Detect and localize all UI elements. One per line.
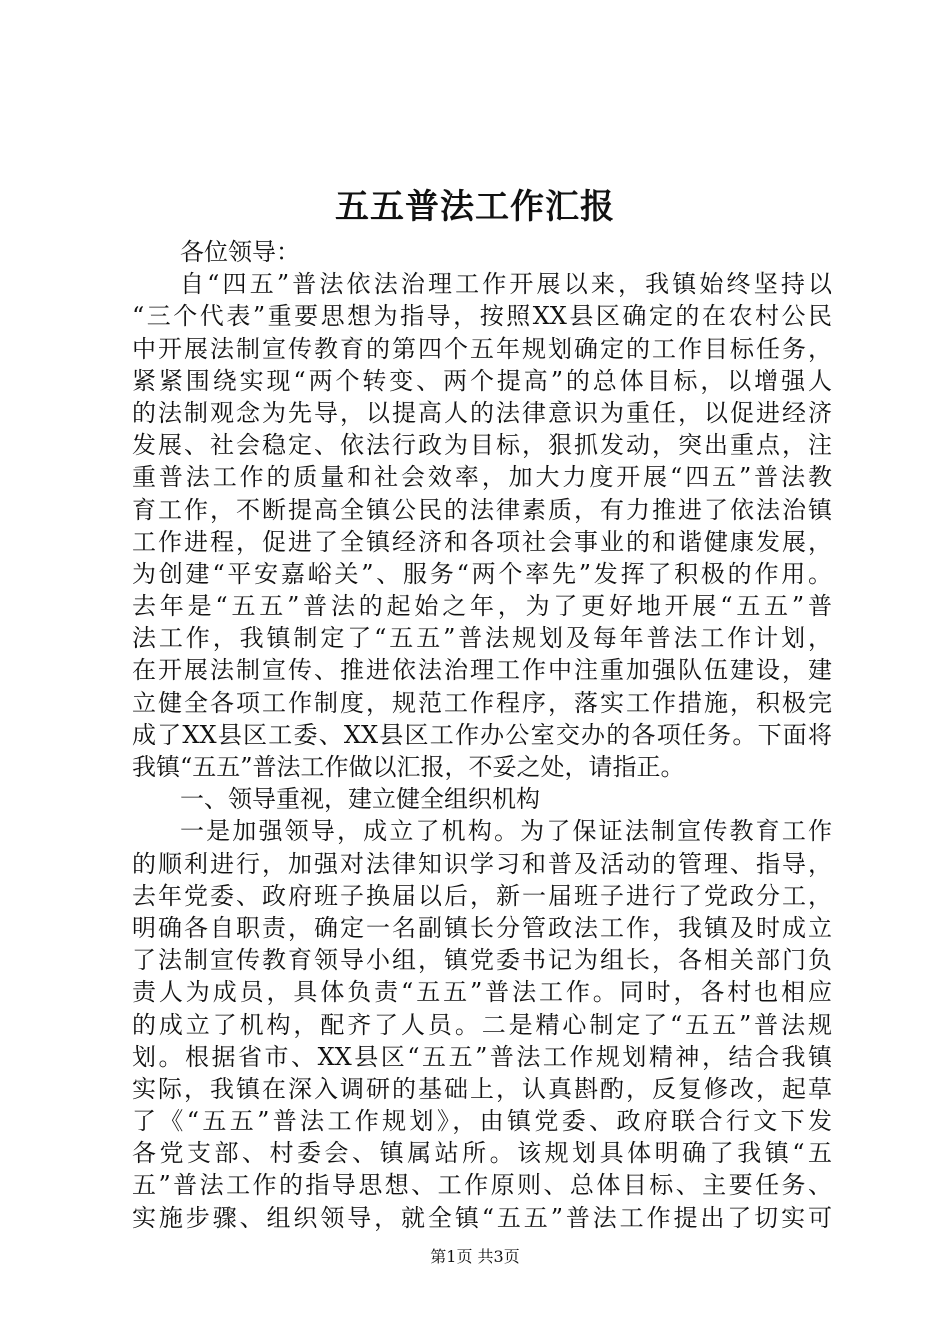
paragraph-line: 发展、社会稳定、依法行政为目标，狠抓发动，突出重点，注 — [132, 431, 832, 460]
paragraph-line: 实际，我镇在深入调研的基础上，认真斟酌，反复修改，起草 — [132, 1074, 832, 1103]
paragraph-line: 工作进程，促进了全镇经济和各项社会事业的和谐健康发展， — [132, 527, 832, 556]
paragraph-line: 各党支部、村委会、镇属站所。该规划具体明确了我镇“五 — [132, 1139, 832, 1168]
paragraph-line: 重普法工作的质量和社会效率，加大力度开展“四五”普法教 — [132, 463, 832, 492]
paragraph-line: 法工作，我镇制定了“五五”普法规划及每年普法工作计划， — [132, 624, 832, 653]
paragraph-line: 明确各自职责，确定一名副镇长分管政法工作，我镇及时成立 — [132, 913, 832, 942]
paragraph-line: 的顺利进行，加强对法律知识学习和普及活动的管理、指导， — [132, 849, 832, 878]
paragraph-line: 立健全各项工作制度，规范工作程序，落实工作措施，积极完 — [132, 688, 832, 717]
paragraph-line: 育工作，不断提高全镇公民的法律素质，有力推进了依法治镇 — [132, 495, 832, 524]
salutation-line: 各位领导： — [180, 238, 300, 266]
paragraph-line: “三个代表”重要思想为指导，按照XX县区确定的在农村公民 — [132, 302, 832, 331]
paragraph-line: 责人为成员，具体负责“五五”普法工作。同时，各村也相应 — [132, 978, 832, 1007]
paragraph-line: 了《“五五”普法工作规划》，由镇党委、政府联合行文下发 — [132, 1107, 832, 1136]
paragraph-line: 一是加强领导，成立了机构。为了保证法制宣传教育工作 — [180, 817, 832, 846]
paragraph-line: 中开展法制宣传教育的第四个五年规划确定的工作目标任务， — [132, 334, 832, 363]
paragraph-line: 的成立了机构，配齐了人员。二是精心制定了“五五”普法规 — [132, 1010, 832, 1039]
paragraph-line: 去年党委、政府班子换届以后，新一届班子进行了党政分工， — [132, 881, 832, 910]
paragraph-line: 实施步骤、组织领导，就全镇“五五”普法工作提出了切实可 — [132, 1203, 832, 1232]
paragraph-line: 五”普法工作的指导思想、工作原则、总体目标、主要任务、 — [132, 1171, 832, 1200]
paragraph-line: 紧紧围绕实现“两个转变、两个提高”的总体目标，以增强人 — [132, 366, 832, 395]
document-body — [132, 236, 832, 1234]
paragraph-line: 成了XX县区工委、XX县区工作办公室交办的各项任务。下面将 — [132, 720, 832, 749]
section-heading: 一、领导重视，建立健全组织机构 — [180, 785, 540, 814]
paragraph-line: 我镇“五五”普法工作做以汇报，不妥之处，请指正。 — [132, 753, 685, 781]
paragraph-line: 了法制宣传教育领导小组，镇党委书记为组长，各相关部门负 — [132, 946, 832, 975]
paragraph-line: 在开展法制宣传、推进依法治理工作中注重加强队伍建设，建 — [132, 656, 832, 685]
paragraph-line: 的法制观念为先导，以提高人的法律意识为重任，以促进经济 — [132, 398, 832, 427]
paragraph-line: 划。根据省市、XX县区“五五”普法工作规划精神，结合我镇 — [132, 1042, 832, 1071]
paragraph-line: 为创建“平安嘉峪关”、服务“两个率先”发挥了积极的作用。 — [132, 559, 832, 588]
document-title: 五五普法工作汇报 — [335, 187, 615, 227]
paragraph-line: 去年是“五五”普法的起始之年，为了更好地开展“五五”普 — [132, 592, 832, 621]
page-footer: 第1页 共3页 — [430, 1247, 520, 1266]
paragraph-line: 自“四五”普法依法治理工作开展以来，我镇始终坚持以 — [180, 270, 832, 299]
